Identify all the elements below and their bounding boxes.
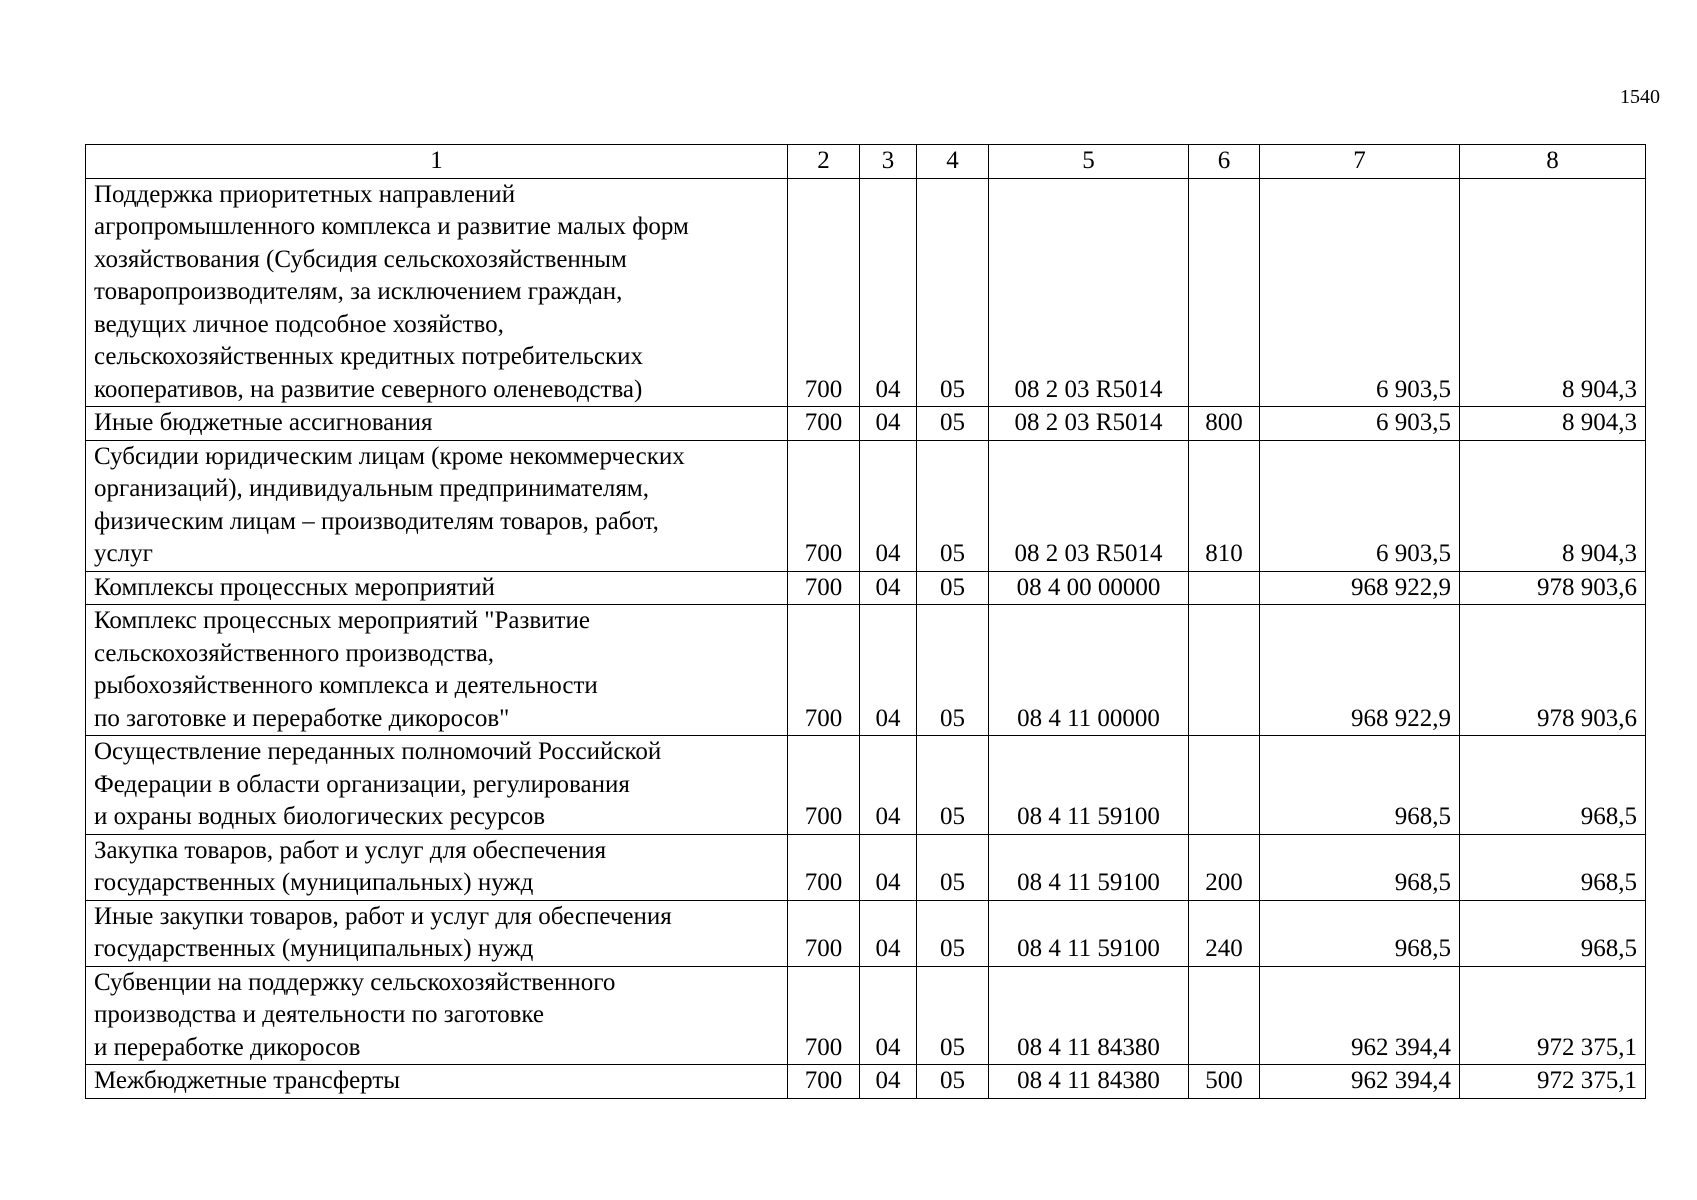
- column-header-4: 4: [917, 145, 989, 179]
- amount-year-2: 972 375,1: [1460, 966, 1646, 1065]
- row-description-line: сельскохозяйственных кредитных потребительских: [94, 343, 643, 370]
- row-description: [86, 178, 788, 407]
- row-description-line: Иные закупки товаров, работ и услуг для обеспечения: [94, 902, 672, 930]
- row-description-line: государственных (муниципальных) нужд: [94, 869, 534, 896]
- amount-year-2: 972 375,1: [1460, 1065, 1646, 1099]
- subsection-code-2: 05: [917, 1065, 989, 1099]
- subsection-code: 04: [860, 440, 917, 571]
- section-code: 700: [788, 736, 860, 835]
- table-row: [86, 571, 1646, 605]
- subsection-code-2: 05: [917, 834, 989, 900]
- target-article-code: 08 2 03 R5014: [989, 440, 1189, 571]
- section-code: 700: [788, 966, 860, 1065]
- amount-year-1: 6 903,5: [1260, 178, 1460, 407]
- row-description-line: Комплекс процессных мероприятий "Развитие: [94, 607, 590, 634]
- amount-year-1: 962 394,4: [1260, 966, 1460, 1065]
- row-description-line: товаропроизводителям, за исключением граждан,: [94, 278, 623, 305]
- amount-year-2: 968,5: [1460, 834, 1646, 900]
- subsection-code: 04: [860, 178, 917, 407]
- amount-year-2: 8 904,3: [1460, 178, 1646, 407]
- row-description: [86, 440, 788, 571]
- budget-table: [85, 144, 1646, 1099]
- column-header-3: 3: [860, 145, 917, 179]
- row-description-line: Иные бюджетные ассигнования: [94, 409, 433, 436]
- amount-year-1: 968,5: [1260, 900, 1460, 966]
- target-article-code: 08 2 03 R5014: [989, 178, 1189, 407]
- column-header-1: 1: [86, 145, 788, 179]
- table-row: [86, 736, 1646, 835]
- subsection-code: 04: [860, 1065, 917, 1099]
- column-header-6: 6: [1189, 145, 1260, 179]
- section-code: 700: [788, 178, 860, 407]
- amount-year-1: 968,5: [1260, 834, 1460, 900]
- target-article-code: 08 4 00 00000: [989, 571, 1189, 605]
- table-row: [86, 966, 1646, 1065]
- row-description-line: сельскохозяйственного производства,: [94, 639, 495, 667]
- section-code: 700: [788, 900, 860, 966]
- expense-type-code: [1189, 178, 1260, 407]
- row-description-line: Федерации в области организации, регулирования: [94, 770, 630, 798]
- table-body: [86, 178, 1646, 1098]
- subsection-code-2: 05: [917, 407, 989, 441]
- row-description-line: производства и деятельности по заготовке: [94, 1001, 545, 1028]
- row-description: [86, 407, 788, 441]
- row-description-line: государственных (муниципальных) нужд: [94, 935, 534, 962]
- row-description: [86, 1065, 788, 1099]
- table-row: [86, 834, 1646, 900]
- row-description-line: Закупка товаров, работ и услуг для обеспечения: [94, 836, 607, 864]
- amount-year-1: 6 903,5: [1260, 440, 1460, 571]
- row-description-line: ведущих личное подсобное хозяйство,: [94, 310, 504, 338]
- subsection-code: 04: [860, 605, 917, 736]
- column-header-5: 5: [989, 145, 1189, 179]
- section-code: 700: [788, 407, 860, 441]
- row-description-line: кооперативов, на развитие северного оленеводства): [94, 375, 643, 403]
- column-header-7: 7: [1260, 145, 1460, 179]
- subsection-code: 04: [860, 407, 917, 441]
- row-description: [86, 736, 788, 835]
- subsection-code: 04: [860, 571, 917, 605]
- subsection-code-2: 05: [917, 571, 989, 605]
- amount-year-2: 978 903,6: [1460, 571, 1646, 605]
- section-code: 700: [788, 605, 860, 736]
- row-description-line: Межбюджетные трансферты: [94, 1067, 401, 1094]
- subsection-code-2: 05: [917, 900, 989, 966]
- amount-year-2: 968,5: [1460, 736, 1646, 835]
- target-article-code: 08 4 11 84380: [989, 1065, 1189, 1099]
- row-description-line: по заготовке и переработке дикоросов": [94, 704, 510, 732]
- table-row: [86, 1065, 1646, 1099]
- expense-type-code: 800: [1189, 407, 1260, 441]
- table-header-row: [86, 145, 1646, 179]
- target-article-code: 08 4 11 84380: [989, 966, 1189, 1065]
- expense-type-code: [1189, 966, 1260, 1065]
- column-header-2: 2: [788, 145, 860, 179]
- subsection-code-2: 05: [917, 440, 989, 571]
- section-code: 700: [788, 440, 860, 571]
- column-header-8: 8: [1460, 145, 1646, 179]
- row-description: [86, 900, 788, 966]
- row-description-line: хозяйствования (Субсидия сельскохозяйственным: [94, 245, 627, 273]
- row-description: [86, 571, 788, 605]
- target-article-code: 08 4 11 00000: [989, 605, 1189, 736]
- amount-year-1: 6 903,5: [1260, 407, 1460, 441]
- row-description-line: услуг: [94, 540, 153, 567]
- row-description-line: агропромышленного комплекса и развитие малых форм: [94, 213, 689, 240]
- subsection-code: 04: [860, 834, 917, 900]
- row-description-line: и охраны водных биологических ресурсов: [94, 803, 546, 830]
- section-code: 700: [788, 834, 860, 900]
- row-description: [86, 966, 788, 1065]
- expense-type-code: [1189, 571, 1260, 605]
- row-description: [86, 605, 788, 736]
- subsection-code: 04: [860, 736, 917, 835]
- target-article-code: 08 4 11 59100: [989, 900, 1189, 966]
- row-description-line: рыбохозяйственного комплекса и деятельности: [94, 672, 598, 699]
- amount-year-1: 968 922,9: [1260, 571, 1460, 605]
- table-row: [86, 605, 1646, 736]
- row-description-line: физическим лицам – производителям товаров, работ,: [94, 507, 659, 535]
- amount-year-1: 968 922,9: [1260, 605, 1460, 736]
- amount-year-1: 968,5: [1260, 736, 1460, 835]
- amount-year-2: 968,5: [1460, 900, 1646, 966]
- row-description-line: Комплексы процессных мероприятий: [94, 573, 495, 601]
- expense-type-code: 500: [1189, 1065, 1260, 1099]
- row-description-line: Осуществление переданных полномочий Российской: [94, 738, 662, 765]
- table-row: [86, 178, 1646, 407]
- row-description-line: Поддержка приоритетных направлений: [94, 180, 516, 208]
- subsection-code-2: 05: [917, 966, 989, 1065]
- row-description-line: и переработке дикоросов: [94, 1033, 361, 1061]
- amount-year-2: 8 904,3: [1460, 407, 1646, 441]
- row-description-line: организаций), индивидуальным предпринимателям,: [94, 475, 649, 502]
- row-description-line: Субвенции на поддержку сельскохозяйственного: [94, 968, 616, 996]
- page-number: 1540: [1620, 86, 1660, 108]
- table-row: [86, 440, 1646, 571]
- section-code: 700: [788, 571, 860, 605]
- amount-year-1: 962 394,4: [1260, 1065, 1460, 1099]
- subsection-code-2: 05: [917, 605, 989, 736]
- subsection-code-2: 05: [917, 178, 989, 407]
- table-row: [86, 407, 1646, 441]
- expense-type-code: 240: [1189, 900, 1260, 966]
- subsection-code: 04: [860, 966, 917, 1065]
- expense-type-code: [1189, 736, 1260, 835]
- expense-type-code: 810: [1189, 440, 1260, 571]
- expense-type-code: 200: [1189, 834, 1260, 900]
- target-article-code: 08 2 03 R5014: [989, 407, 1189, 441]
- target-article-code: 08 4 11 59100: [989, 834, 1189, 900]
- table-row: [86, 900, 1646, 966]
- amount-year-2: 8 904,3: [1460, 440, 1646, 571]
- subsection-code-2: 05: [917, 736, 989, 835]
- row-description-line: Субсидии юридическим лицам (кроме некоммерческих: [94, 442, 685, 470]
- expense-type-code: [1189, 605, 1260, 736]
- amount-year-2: 978 903,6: [1460, 605, 1646, 736]
- section-code: 700: [788, 1065, 860, 1099]
- subsection-code: 04: [860, 900, 917, 966]
- row-description: [86, 834, 788, 900]
- target-article-code: 08 4 11 59100: [989, 736, 1189, 835]
